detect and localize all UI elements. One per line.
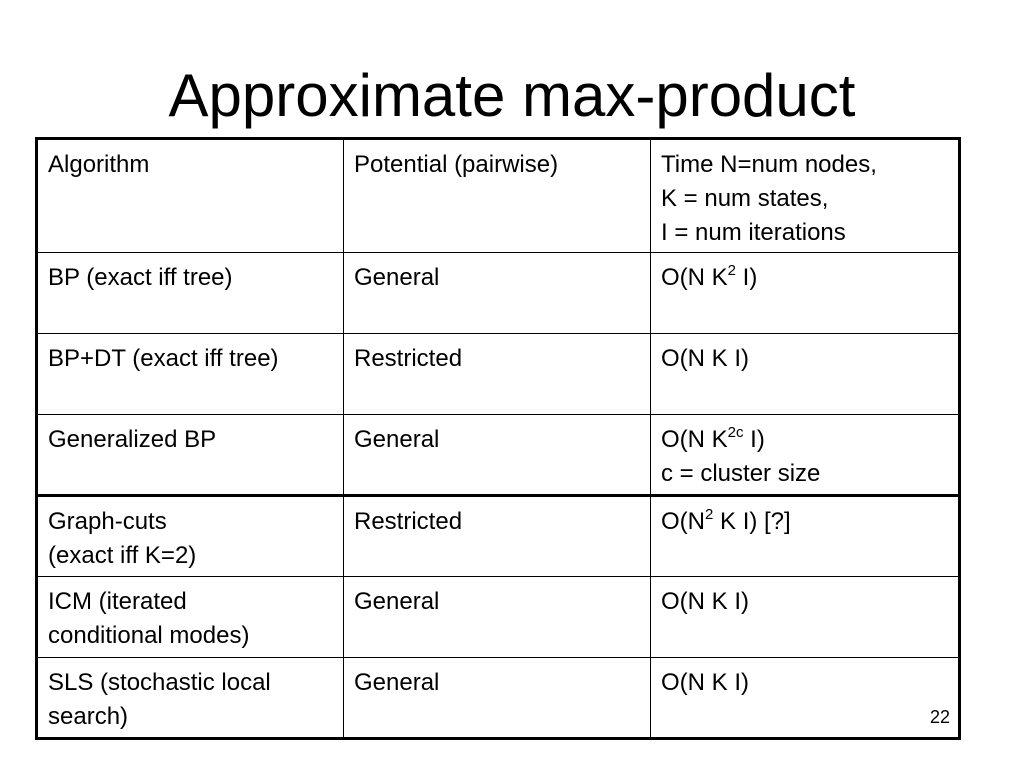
table-header-row bbox=[37, 139, 960, 253]
algorithm-cell: ICM (iterated conditional modes) bbox=[37, 577, 344, 658]
header-time: Time N=num nodes, K = num states, I = num iterations bbox=[651, 139, 960, 253]
potential-cell: General bbox=[344, 658, 651, 739]
time-text: I) bbox=[736, 264, 758, 291]
table-row bbox=[37, 658, 960, 739]
time-superscript: 2c bbox=[727, 424, 744, 441]
table-row bbox=[37, 334, 960, 415]
time-text: O(N K I) bbox=[661, 588, 749, 615]
time-cell bbox=[651, 415, 960, 496]
time-cell bbox=[651, 496, 960, 577]
time-cell bbox=[651, 658, 960, 739]
algorithm-cell: BP+DT (exact iff tree) bbox=[37, 334, 344, 415]
header-algorithm: Algorithm bbox=[37, 139, 344, 253]
time-text: O(N K bbox=[661, 426, 728, 453]
time-text: O(N bbox=[661, 508, 705, 535]
time-text: K I) [?] bbox=[713, 508, 791, 535]
time-text: O(N K I) bbox=[661, 345, 749, 372]
time-text: O(N K bbox=[661, 264, 728, 291]
page-number: 22 bbox=[930, 707, 951, 727]
time-text: I) c = cluster size bbox=[661, 426, 821, 487]
potential-cell: General bbox=[344, 253, 651, 334]
time-cell bbox=[651, 577, 960, 658]
time-cell bbox=[651, 253, 960, 334]
table-row bbox=[37, 253, 960, 334]
table-row bbox=[37, 415, 960, 496]
algorithm-cell: Generalized BP bbox=[37, 415, 344, 496]
table-row bbox=[37, 496, 960, 577]
potential-cell: Restricted bbox=[344, 496, 651, 577]
time-superscript: 2 bbox=[727, 262, 737, 279]
algorithm-cell: Graph-cuts (exact iff K=2) bbox=[37, 496, 344, 577]
header-potential: Potential (pairwise) bbox=[344, 139, 651, 253]
slide-title: Approximate max-product bbox=[168, 62, 856, 129]
time-cell bbox=[651, 334, 960, 415]
potential-cell: Restricted bbox=[344, 334, 651, 415]
potential-cell: General bbox=[344, 415, 651, 496]
table-row bbox=[37, 577, 960, 658]
algorithm-cell: BP (exact iff tree) bbox=[37, 253, 344, 334]
time-text: O(N K I) bbox=[661, 669, 749, 696]
time-superscript: 2 bbox=[705, 506, 714, 523]
algorithm-cell: SLS (stochastic local search) bbox=[37, 658, 344, 739]
potential-cell: General bbox=[344, 577, 651, 658]
comparison-table bbox=[35, 137, 961, 740]
